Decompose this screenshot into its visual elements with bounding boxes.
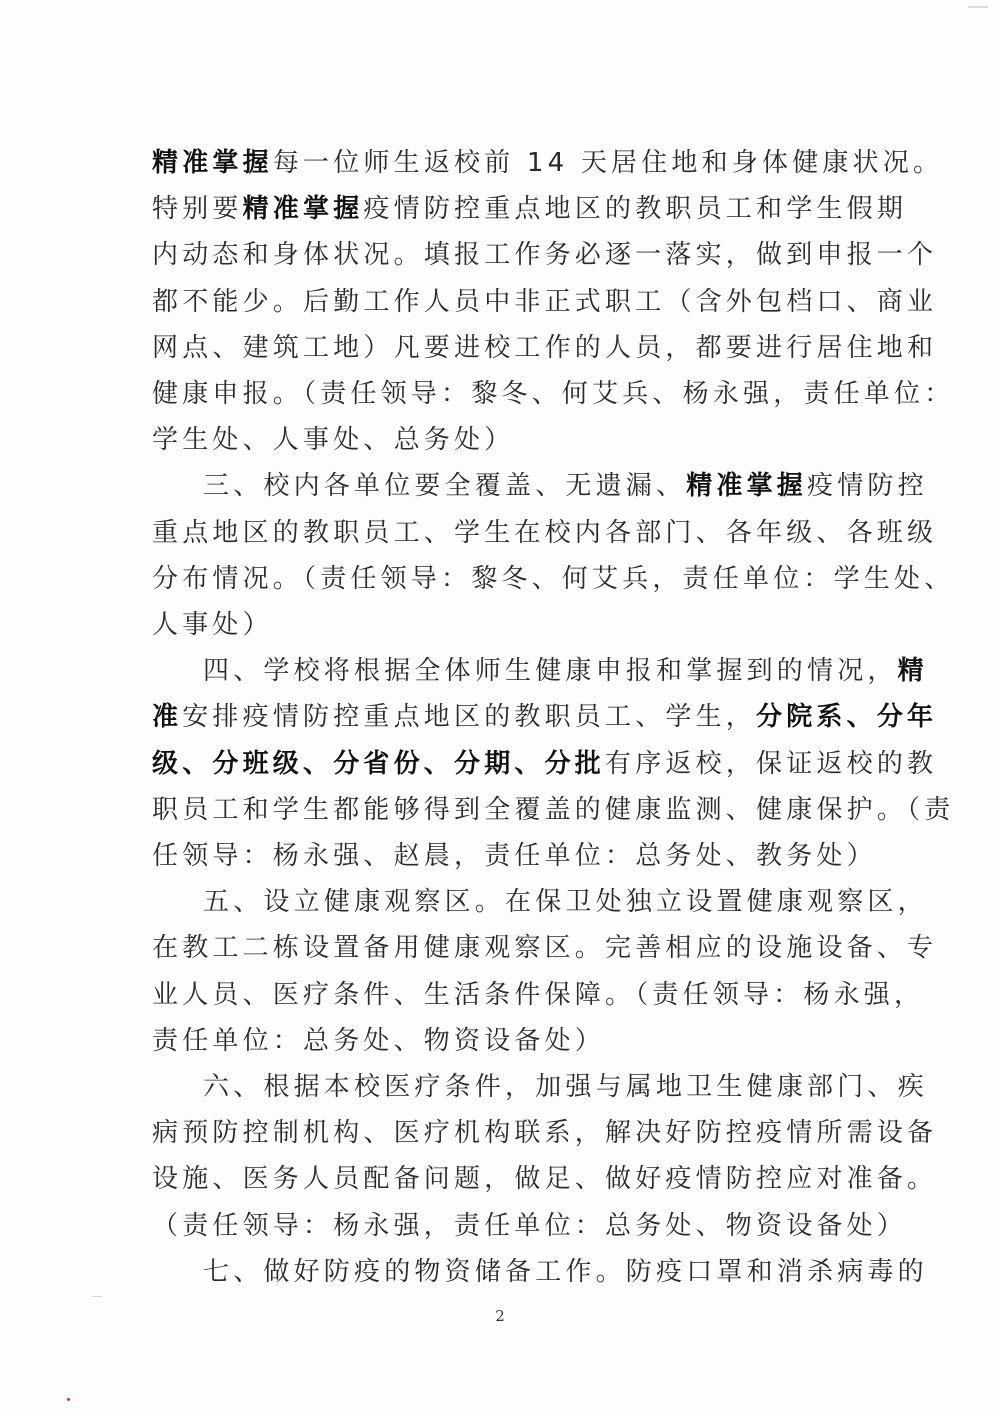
text-line — [152, 510, 938, 556]
text-line — [152, 1110, 938, 1156]
text-line — [152, 1156, 938, 1202]
bold-text-segment: 精 — [897, 656, 928, 687]
text-segment: 人事处） — [152, 610, 273, 640]
text-line — [152, 833, 877, 879]
text-segment: 七、做好防疫的物资储备工作。防疫口罩和消杀病毒的 — [203, 1256, 928, 1287]
text-segment: 三、校内各单位要全覆盖、无遗漏、 — [203, 471, 687, 502]
text-line — [152, 1018, 852, 1064]
text-segment: 六、根据本校医疗条件，加强与属地卫生健康部门、疾 — [203, 1072, 928, 1102]
bold-text-segment: 分院系、分年 — [756, 702, 938, 733]
text-segment: 有序返校，保证返校的教 — [605, 748, 938, 779]
text-segment: 疫情防控重点地区的教职员工和学生假期 — [363, 194, 908, 225]
text-line — [152, 694, 938, 740]
text-line — [203, 463, 928, 509]
text-line — [152, 232, 938, 278]
text-segment: 四、学校将根据全体师生健康申报和掌握到的情况， — [203, 656, 898, 687]
bold-text-segment: 级、分班级、分省份、分期、分批 — [152, 748, 606, 779]
text-line — [152, 556, 955, 602]
text-line — [152, 972, 925, 1018]
bold-text-segment: 精准掌握 — [686, 471, 808, 502]
text-segment: 都不能少。后勤工作人员中非正式职工（含外包档口、商业 — [152, 286, 938, 317]
text-line — [203, 879, 928, 925]
text-line — [152, 741, 938, 787]
text-segment: 健康申报。（责任领导：黎冬、何艾兵、杨永强，责任单位： — [152, 379, 955, 409]
bold-text-segment: 准 — [152, 702, 183, 733]
text-line — [152, 602, 852, 648]
text-segment: （责任领导：杨永强，责任单位：总务处、物资设备处） — [152, 1210, 908, 1241]
page-number: 2 — [495, 1307, 505, 1325]
text-segment: 内动态和身体状况。填报工作务必逐一落实，做到申报一个 — [152, 240, 938, 271]
text-line — [152, 417, 852, 463]
text-line — [152, 279, 938, 325]
text-segment: 安排疫情防控重点地区的教职员工、学生， — [182, 702, 757, 733]
bold-text-segment: 精准掌握 — [152, 148, 273, 178]
text-segment: 病预防控制机构、医疗机构联系，解决好防控疫情所需设备 — [152, 1118, 938, 1149]
bold-text-segment: 精准掌握 — [242, 194, 364, 225]
scan-dot — [67, 1398, 70, 1401]
text-line — [203, 648, 928, 694]
text-line — [152, 1203, 908, 1249]
text-line — [152, 186, 908, 232]
text-segment: 任领导：杨永强、赵晨，责任单位：总务处、教务处） — [152, 841, 877, 871]
text-line — [152, 787, 955, 833]
text-line — [203, 1064, 928, 1110]
text-line — [203, 1249, 928, 1295]
text-segment: 重点地区的教职员工、学生在校内各部门、各年级、各班级 — [152, 517, 938, 548]
text-segment: 责任单位：总务处、物资设备处） — [152, 1025, 606, 1056]
scan-mark-top — [968, 6, 988, 8]
text-segment: 分布情况。（责任领导：黎冬、何艾兵，责任单位：学生处、 — [152, 563, 955, 594]
text-segment: 设施、医务人员配备问题，做足、做好疫情防控应对准备。 — [152, 1164, 938, 1195]
text-segment: 五、设立健康观察区。在保卫处独立设置健康观察区， — [203, 887, 928, 918]
text-segment: 网点、建筑工地）凡要进校工作的人员，都要进行居住地和 — [152, 332, 938, 363]
text-segment: 每一位师生返校前 14 天居住地和身体健康状况。 — [272, 148, 944, 178]
text-segment: 学生处、人事处、总务处） — [152, 425, 515, 456]
text-segment: 职员工和学生都能够得到全覆盖的健康监测、健康保护。（责 — [152, 794, 955, 825]
text-segment: 业人员、医疗条件、生活条件保障。（责任领导：杨永强， — [152, 979, 925, 1010]
text-line — [152, 925, 938, 971]
scan-mark-left — [92, 1296, 102, 1297]
text-segment: 在教工二栋设置备用健康观察区。完善相应的设施设备、专 — [152, 933, 938, 964]
text-line — [152, 140, 944, 186]
text-segment: 特别要 — [152, 194, 243, 225]
text-line — [152, 325, 938, 371]
text-line — [152, 371, 955, 417]
text-segment: 疫情防控 — [807, 471, 928, 502]
